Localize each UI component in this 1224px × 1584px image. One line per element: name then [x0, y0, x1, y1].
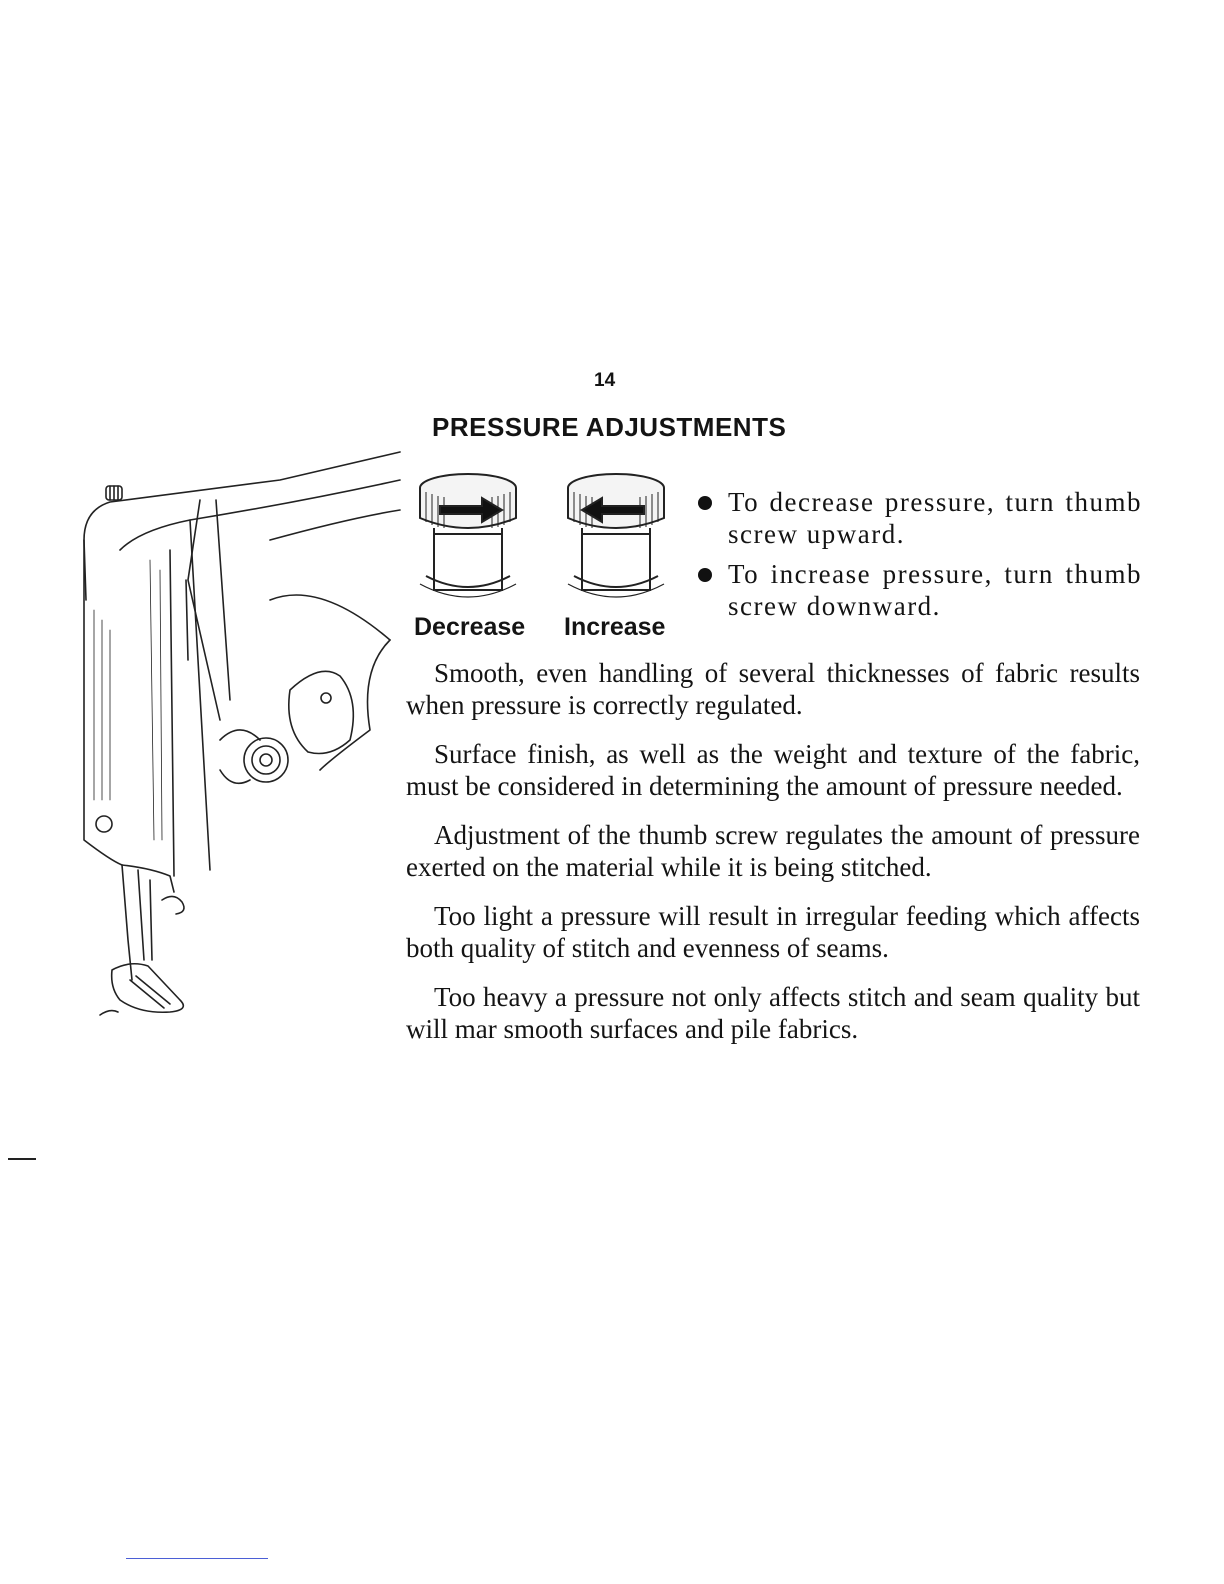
decrease-label: Decrease	[414, 613, 526, 641]
thumb-screw-decrease-figure	[412, 466, 524, 606]
paragraph: Too light a pressure will result in irregular feeding which affects both quality of stitch and evenness of seams.	[406, 901, 1140, 963]
increase-label: Increase	[564, 613, 666, 641]
paragraph: Smooth, even handling of several thicknesses of fabric results when pressure is correctly regulated.	[406, 658, 1140, 720]
sewing-machine-illustration	[70, 440, 410, 1040]
paragraph: Surface finish, as well as the weight and texture of the fabric, must be considered in determining the amount of pressure needed.	[406, 739, 1140, 801]
thumb-screw-increase-figure	[560, 466, 672, 606]
bullet-icon	[698, 568, 712, 582]
list-item	[698, 558, 1142, 622]
margin-mark	[8, 1158, 36, 1160]
scan-edge-line	[126, 1558, 268, 1559]
list-item	[698, 486, 1142, 550]
paragraph: Adjustment of the thumb screw regulates the amount of pressure exerted on the material while it is being stitched.	[406, 820, 1140, 882]
paragraph: Too heavy a pressure not only affects stitch and seam quality but will mar smooth surfaces and pile fabrics.	[406, 982, 1140, 1044]
bullet-text: To increase pressure, turn thumb screw downward.	[728, 559, 1142, 621]
body-text	[406, 658, 1140, 1063]
page-title: PRESSURE ADJUSTMENTS	[432, 412, 787, 442]
bullet-icon	[698, 496, 712, 510]
instruction-list	[698, 486, 1142, 630]
bullet-text: To decrease pressure, turn thumb screw upward.	[728, 487, 1142, 549]
page-number: 14	[594, 370, 616, 391]
